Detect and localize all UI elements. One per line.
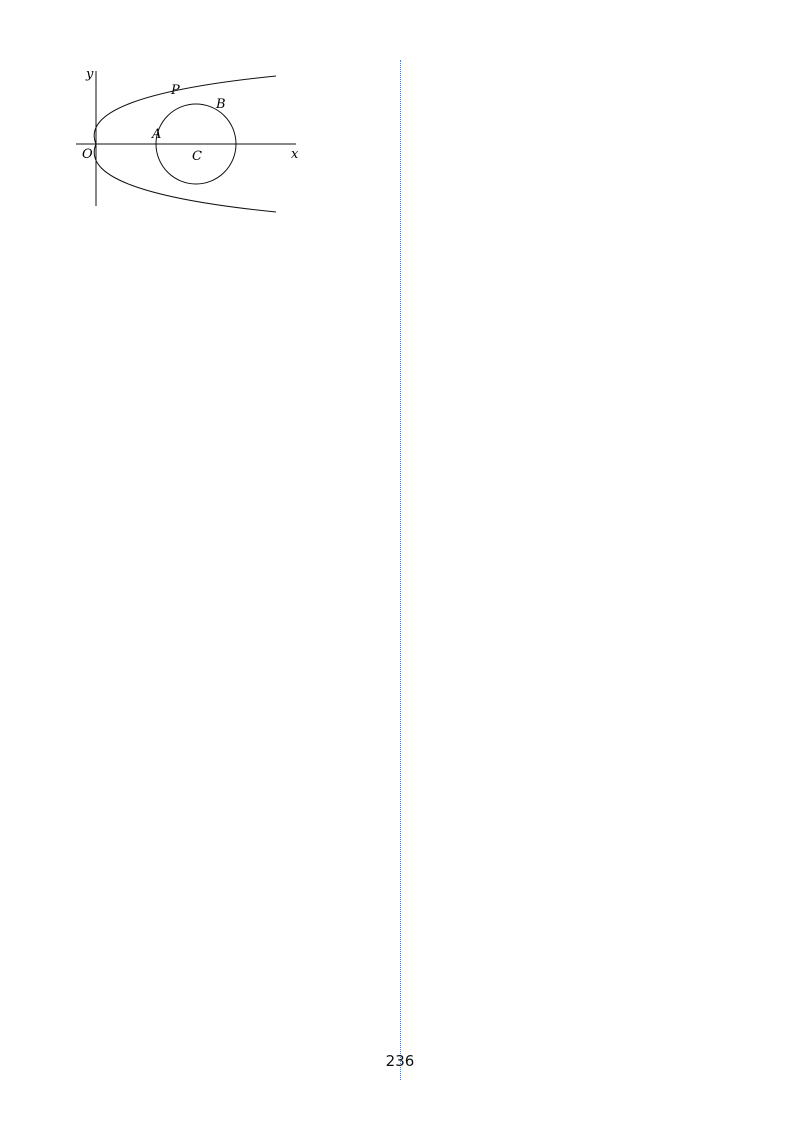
parabola-circle-figure: [66, 66, 306, 216]
center-label: C: [192, 149, 202, 164]
point-p-label: P: [171, 83, 180, 98]
left-column: [46, 60, 400, 1080]
right-column: [401, 60, 755, 1080]
point-b-label: B: [216, 97, 226, 112]
origin-label: O: [82, 147, 93, 162]
x-axis-label: x: [291, 147, 299, 162]
y-axis-label: y: [86, 67, 94, 82]
point-a-label: A: [152, 127, 162, 142]
two-column-layout: [46, 60, 754, 1080]
page-number: 236: [385, 1052, 415, 1070]
